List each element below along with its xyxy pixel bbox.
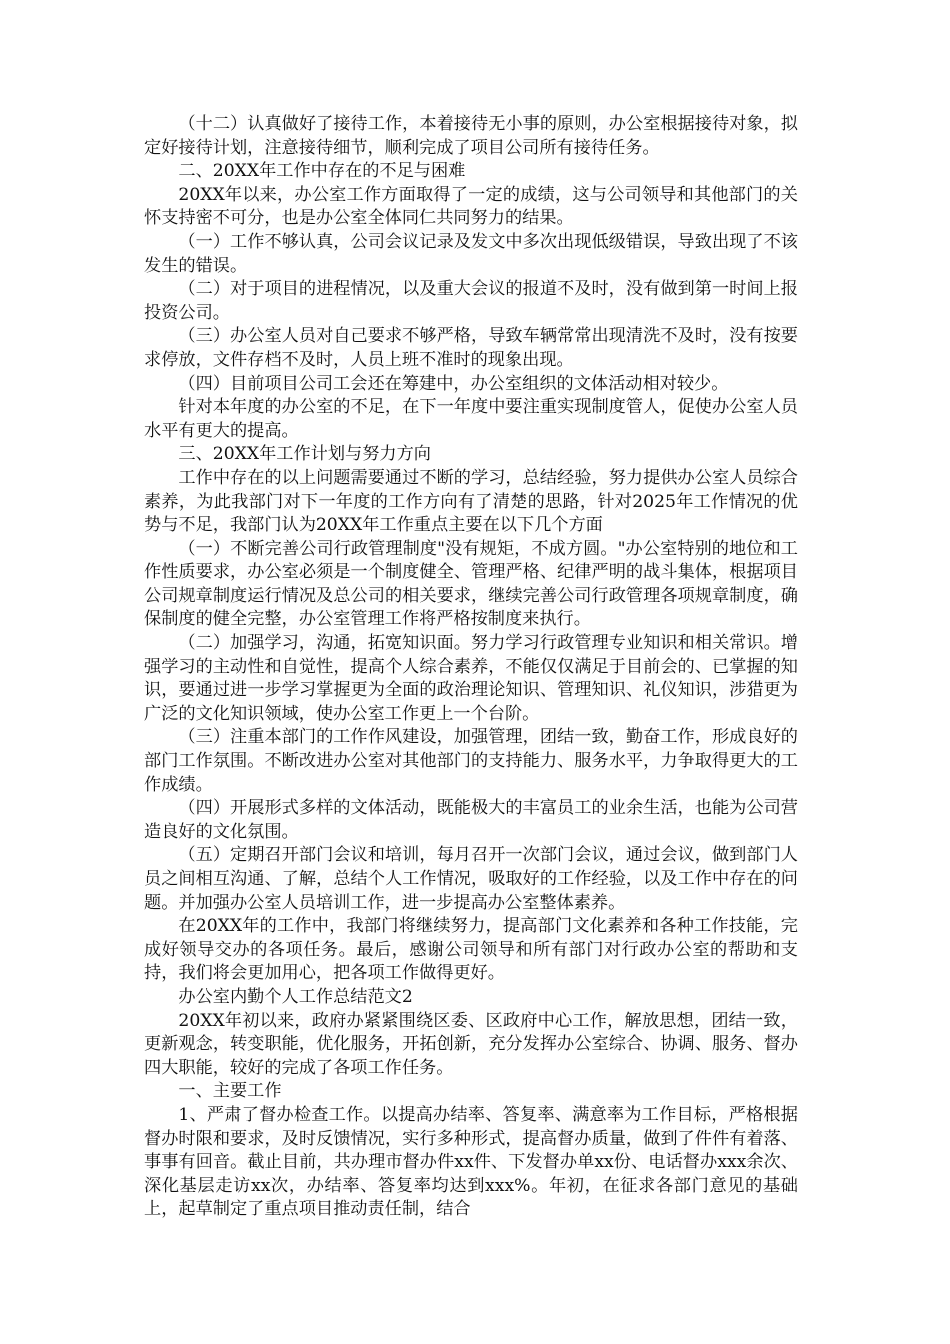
paragraph: 针对本年度的办公室的不足，在下一年度中要注重实现制度管人，促使办公室人员水平有更大的提高。 [144,397,798,441]
paragraph: （五）定期召开部门会议和培训，每月召开一次部门会议，通过会议，做到部门人员之间相互沟通、了解，总结个人工作情况，吸取好的工作经验，以及工作中存在的问题。并加强办公室人员培训工作，进一步提高办公室整体素养。 [144,845,798,913]
section-heading: 一、主要工作 [178,1081,282,1102]
paragraph: 工作中存在的以上问题需要通过不断的学习，总结经验，努力提供办公室人员综合素养，为此我部门对下一年度的工作方向有了清楚的思路，针对2025年工作情况的优势与不足，我部门认为20XX年工作重点主要在以下几个方面 [144,467,798,536]
section-heading: 二、20XX年工作中存在的不足与困难 [178,161,466,182]
paragraph: （十二）认真做好了接待工作，本着接待无小事的原则，办公室根据接待对象，拟定好接待计划，注意接待细节，顺利完成了项目公司所有接待任务。 [144,114,798,158]
document-body [144,113,798,1222]
paragraph: （三）办公室人员对自己要求不够严格，导致车辆常常出现清洗不及时，没有按要求停放，文件存档不及时，人员上班不准时的现象出现。 [144,326,798,370]
paragraph: （二）对于项目的进程情况，以及重大会议的报道不及时，没有做到第一时间上报投资公司。 [144,279,798,323]
paragraph: 1、严肃了督办检查工作。以提高办结率、答复率、满意率为工作目标，严格根据督办时限和要求，及时反馈情况，实行多种形式，提高督办质量，做到了件件有着落、事事有回音。截止目前，共办理市督办件xx件、下发督办单xx份、电话督办xxx余次、深化基层走访xx次，办结率、答复率均达到xxx%。年初，在征求各部门意见的基础上，起草制定了重点项目推动责任制，结合 [144,1104,798,1220]
paragraph: 在20XX年的工作中，我部门将继续努力，提高部门文化素养和各种工作技能，完成好领导交办的各项任务。最后，感谢公司领导和所有部门对行政办公室的帮助和支持，我们将会更加用心，把各项工作做得更好。 [144,916,798,984]
document-subtitle: 办公室内勤个人工作总结范文2 [178,986,413,1007]
paragraph: （四）目前项目公司工会还在筹建中，办公室组织的文体活动相对较少。 [178,373,729,394]
paragraph: （一）工作不够认真，公司会议记录及发文中多次出现低级错误，导致出现了不该发生的错误。 [144,231,798,276]
paragraph: 20XX年初以来，政府办紧紧围绕区委、区政府中心工作，解放思想，团结一致，更新观念，转变职能，优化服务，开拓创新，充分发挥办公室综合、协调、服务、督办四大职能，较好的完成了各项工作任务。 [144,1010,798,1078]
paragraph: （三）注重本部门的工作作风建设，加强管理，团结一致，勤奋工作，形成良好的部门工作氛围。不断改进办公室对其他部门的支持能力、服务水平，力争取得更大的工作成绩。 [144,727,798,795]
paragraph: 20XX年以来，办公室工作方面取得了一定的成绩，这与公司领导和其他部门的关怀支持密不可分，也是办公室全体同仁共同努力的结果。 [144,184,798,229]
paragraph: （四）开展形式多样的文体活动，既能极大的丰富员工的业余生活，也能为公司营造良好的文化氛围。 [144,798,798,842]
paragraph: （二）加强学习，沟通，拓宽知识面。努力学习行政管理专业知识和相关常识。增强学习的主动性和自觉性，提高个人综合素养，不能仅仅满足于目前会的、已掌握的知识，要通过进一步学习掌握更为全面的政治理论知识、管理知识、礼仪知识，涉猎更为广泛的文化知识领域，使办公室工作更上一个台阶。 [144,633,798,724]
section-heading: 三、20XX年工作计划与努力方向 [178,444,431,465]
paragraph: （一）不断完善公司行政管理制度"没有规矩，不成方圆。"办公室特别的地位和工作性质要求，办公室必须是一个制度健全、管理严格、纪律严明的战斗集体，根据项目公司规章制度运行情况及总公司的相关要求，继续完善公司行政管理各项规章制度，确保制度的健全完整，办公室管理工作将严格按制度来执行。 [144,538,798,630]
